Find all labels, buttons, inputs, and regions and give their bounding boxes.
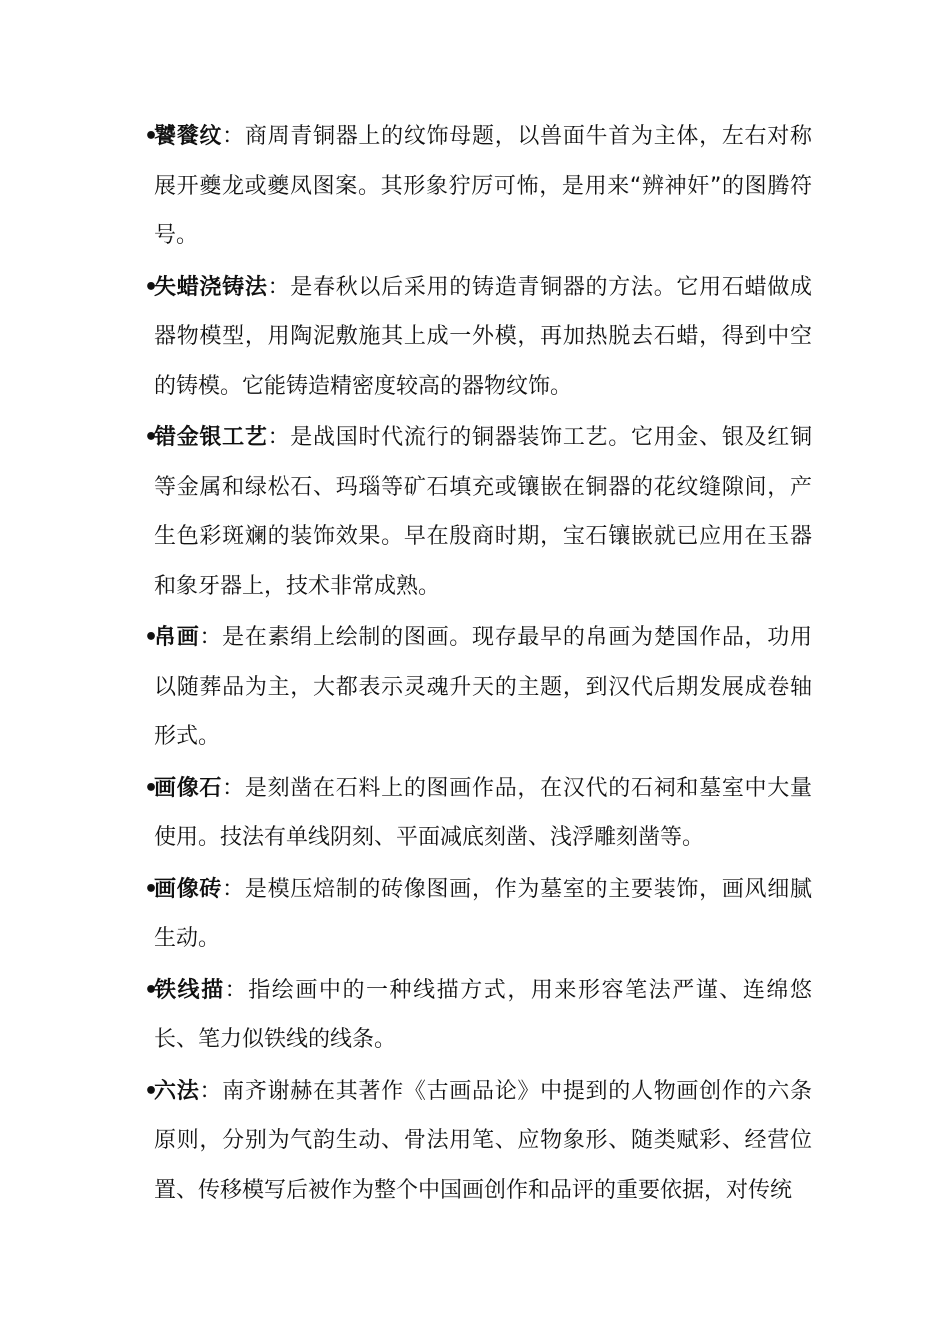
- term-definition: 指绘画中的一种线描方式，用来形容笔法严谨、连绵悠长、笔力似铁线的线条。: [154, 977, 812, 1052]
- term-definition: 是刻凿在石料上的图画作品，在汉代的石祠和墓室中大量使用。技法有单线阴刻、平面减底刻凿、浅浮雕刻凿等。: [154, 775, 812, 850]
- term-definition: 是模压焙制的砖像图画，作为墓室的主要装饰，画风细腻生动。: [154, 876, 812, 951]
- term-separator: ：: [222, 124, 245, 149]
- bullet-dot: •: [144, 425, 159, 450]
- term-label: 画像石: [154, 775, 223, 801]
- term-separator: ：: [222, 775, 245, 801]
- term-label: 六法: [154, 1078, 200, 1104]
- bullet-dot: •: [144, 625, 159, 650]
- term-definition: 南齐谢赫在其著作《古画品论》中提到的人物画创作的六条原则，分别为气韵生动、骨法用笔、应物象形、随类赋彩、经营位置、传移模写后被作为整个中国画创作和品评的重要依据，对传统: [154, 1078, 812, 1203]
- term-label: 饕餮纹: [154, 124, 223, 149]
- glossary-entry-lost-wax: [144, 263, 812, 412]
- glossary-entry-iron-wire-line: [144, 966, 812, 1065]
- glossary-entry-six-principles: [144, 1067, 812, 1216]
- term-definition: 商周青铜器上的纹饰母题，以兽面牛首为主体，左右对称展开夔龙或夔凤图案。其形象狞厉可怖，是用来“辨神奸”的图腾符号。: [154, 124, 812, 248]
- term-label: 铁线描: [154, 977, 225, 1003]
- term-separator: ：: [267, 274, 291, 300]
- bullet-dot: •: [144, 977, 159, 1003]
- bullet-dot: •: [144, 876, 159, 902]
- term-separator: ：: [267, 425, 291, 450]
- term-label: 错金银工艺: [154, 425, 268, 450]
- glossary-list: [144, 112, 812, 1217]
- bullet-dot: •: [144, 274, 159, 300]
- glossary-entry-gold-silver-inlay: [144, 413, 812, 611]
- bullet-dot: •: [144, 124, 159, 149]
- term-separator: ：: [222, 876, 245, 902]
- bullet-dot: •: [144, 1078, 159, 1104]
- term-separator: ：: [199, 1078, 223, 1104]
- term-separator: ：: [199, 625, 223, 650]
- glossary-entry-taotie: [144, 112, 812, 261]
- glossary-entry-stone-relief: [144, 764, 812, 863]
- term-definition: 是战国时代流行的铜器装饰工艺。它用金、银及红铜等金属和绿松石、玛瑙等矿石填充或镶嵌在铜器的花纹缝隙间，产生色彩斑斓的装饰效果。早在殷商时期，宝石镶嵌就已应用在玉器和象牙器上，技术非常成熟。: [154, 425, 812, 599]
- term-separator: ：: [224, 977, 249, 1003]
- term-label: 失蜡浇铸法: [154, 274, 268, 300]
- glossary-entry-silk-painting: [144, 613, 812, 762]
- glossary-entry-brick-relief: [144, 865, 812, 964]
- term-definition: 是在素绢上绘制的图画。现存最早的帛画为楚国作品，功用以随葬品为主，大都表示灵魂升天的主题，到汉代后期发展成卷轴形式。: [154, 625, 812, 749]
- term-label: 画像砖: [154, 876, 223, 902]
- bullet-dot: •: [144, 775, 159, 801]
- term-definition: 是春秋以后采用的铸造青铜器的方法。它用石蜡做成器物模型，用陶泥敷施其上成一外模，再加热脱去石蜡，得到中空的铸模。它能铸造精密度较高的器物纹饰。: [154, 274, 812, 399]
- term-label: 帛画: [154, 625, 200, 650]
